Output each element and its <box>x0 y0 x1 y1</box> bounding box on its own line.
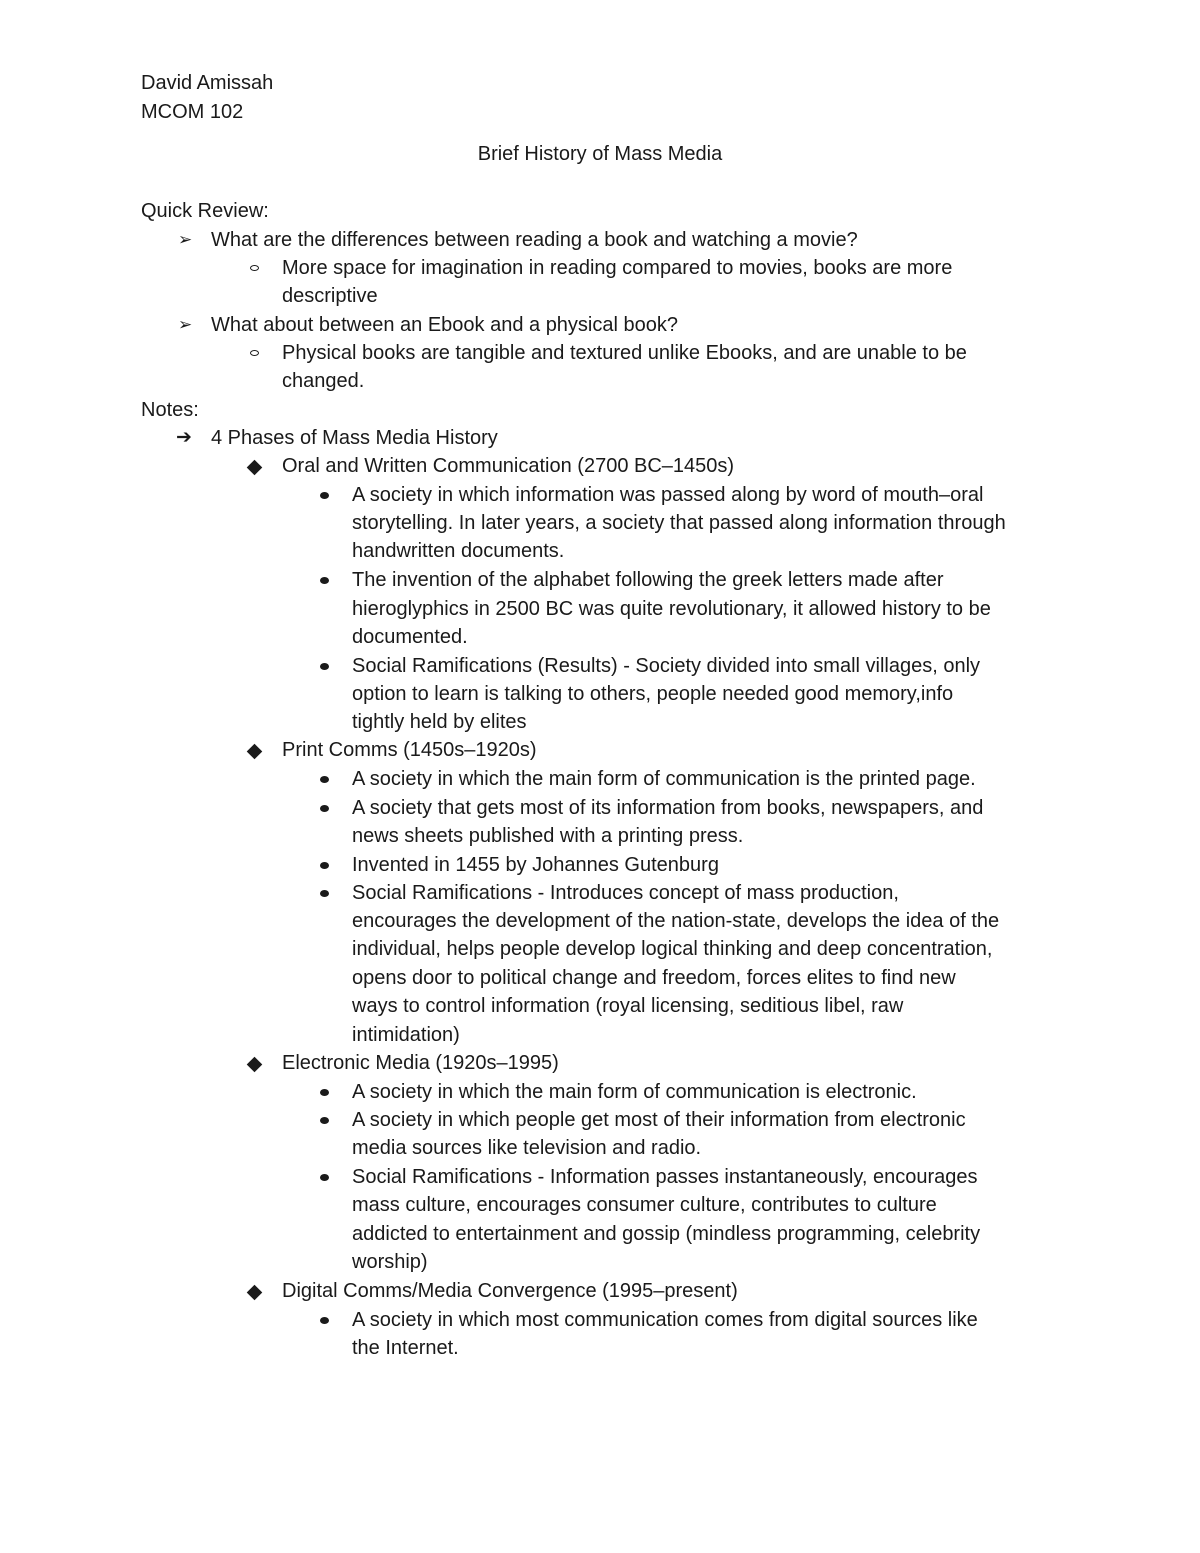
bullet-line: storytelling. In later years, a society that passed along information through <box>352 512 1006 534</box>
notes-main-item: 4 Phases of Mass Media History <box>211 427 498 449</box>
arrowhead-bullet-icon: ➢ <box>178 230 193 249</box>
review-question-1: What are the differences between reading a book and watching a movie? <box>211 229 858 251</box>
diamond-bullet-icon <box>247 1285 263 1301</box>
bullet-line: encourages the development of the nation-state, develops the idea of the <box>352 910 1000 932</box>
review-question-2: What about between an Ebook and a physical book? <box>211 314 678 336</box>
bullet-line: documented. <box>352 626 468 648</box>
bullet-line: hieroglyphics in 2500 BC was quite revolutionary, it allowed history to be <box>352 598 991 620</box>
notes-heading: Notes: <box>141 399 199 421</box>
review-answer-1-line-1: More space for imagination in reading compared to movies, books are more <box>282 257 953 279</box>
hollow-bullet-icon <box>250 265 259 271</box>
bullet-line: Social Ramifications - Introduces concept of mass production, <box>352 882 899 904</box>
bullet-line: A society in which most communication comes from digital sources like <box>352 1309 978 1331</box>
arrowhead-bullet-icon: ➢ <box>178 315 193 334</box>
bullet-line: Social Ramifications (Results) - Society divided into small villages, only <box>352 655 981 677</box>
author-name: David Amissah <box>141 72 274 94</box>
disc-bullet-icon <box>320 1117 329 1124</box>
bullet-line: worship) <box>352 1251 428 1273</box>
diamond-bullet-icon <box>247 460 263 476</box>
bullet-line: Invented in 1455 by Johannes Gutenburg <box>352 854 719 876</box>
bullet-line: media sources like television and radio. <box>352 1137 702 1159</box>
disc-bullet-icon <box>320 577 329 584</box>
phase-title: Oral and Written Communication (2700 BC–1450s) <box>282 455 735 477</box>
right-arrow-icon: ➔ <box>176 427 192 448</box>
document-title: Brief History of Mass Media <box>477 143 723 165</box>
phase-title: Electronic Media (1920s–1995) <box>282 1052 559 1074</box>
bullet-line: mass culture, encourages consumer culture, contributes to culture <box>352 1194 937 1216</box>
bullet-line: individual, helps people develop logical thinking and deep concentration, <box>352 938 993 960</box>
review-answer-2-line-1: Physical books are tangible and textured unlike Ebooks, and are unable to be <box>282 342 967 364</box>
disc-bullet-icon <box>320 776 329 783</box>
bullet-line: Social Ramifications - Information passes instantaneously, encourages <box>352 1166 978 1188</box>
diamond-bullet-icon <box>247 1057 263 1073</box>
disc-bullet-icon <box>320 663 329 670</box>
bullet-line: the Internet. <box>352 1337 459 1359</box>
disc-bullet-icon <box>320 862 329 869</box>
bullet-line: A society in which people get most of their information from electronic <box>352 1109 966 1131</box>
review-answer-1-line-2: descriptive <box>282 285 378 307</box>
disc-bullet-icon <box>320 1317 329 1324</box>
bullet-line: A society in which the main form of communication is the printed page. <box>352 768 976 790</box>
bullet-line: tightly held by elites <box>352 711 527 733</box>
bullet-line: opens door to political change and freedom, forces elites to find new <box>352 967 956 989</box>
disc-bullet-icon <box>320 805 329 812</box>
disc-bullet-icon <box>320 492 329 499</box>
disc-bullet-icon <box>320 1089 329 1096</box>
quick-review-heading: Quick Review: <box>141 200 269 222</box>
hollow-bullet-icon <box>250 350 259 356</box>
bullet-line: A society in which information was passed along by word of mouth–oral <box>352 484 984 506</box>
disc-bullet-icon <box>320 890 329 897</box>
phase-title: Print Comms (1450s–1920s) <box>282 739 537 761</box>
course-code: MCOM 102 <box>141 101 244 123</box>
bullet-line: news sheets published with a printing press. <box>352 825 744 847</box>
phase-title: Digital Comms/Media Convergence (1995–present) <box>282 1280 738 1302</box>
review-answer-2-line-2: changed. <box>282 370 365 392</box>
diamond-bullet-icon <box>247 744 263 760</box>
bullet-line: The invention of the alphabet following the greek letters made after <box>352 569 944 591</box>
bullet-line: A society that gets most of its information from books, newspapers, and <box>352 797 984 819</box>
bullet-line: option to learn is talking to others, people needed good memory,info <box>352 683 954 705</box>
bullet-line: addicted to entertainment and gossip (mindless programming, celebrity <box>352 1223 981 1245</box>
bullet-line: A society in which the main form of communication is electronic. <box>352 1081 917 1103</box>
bullet-line: ways to control information (royal licensing, seditious libel, raw <box>352 995 904 1017</box>
bullet-line: handwritten documents. <box>352 540 565 562</box>
disc-bullet-icon <box>320 1174 329 1181</box>
bullet-line: intimidation) <box>352 1024 460 1046</box>
